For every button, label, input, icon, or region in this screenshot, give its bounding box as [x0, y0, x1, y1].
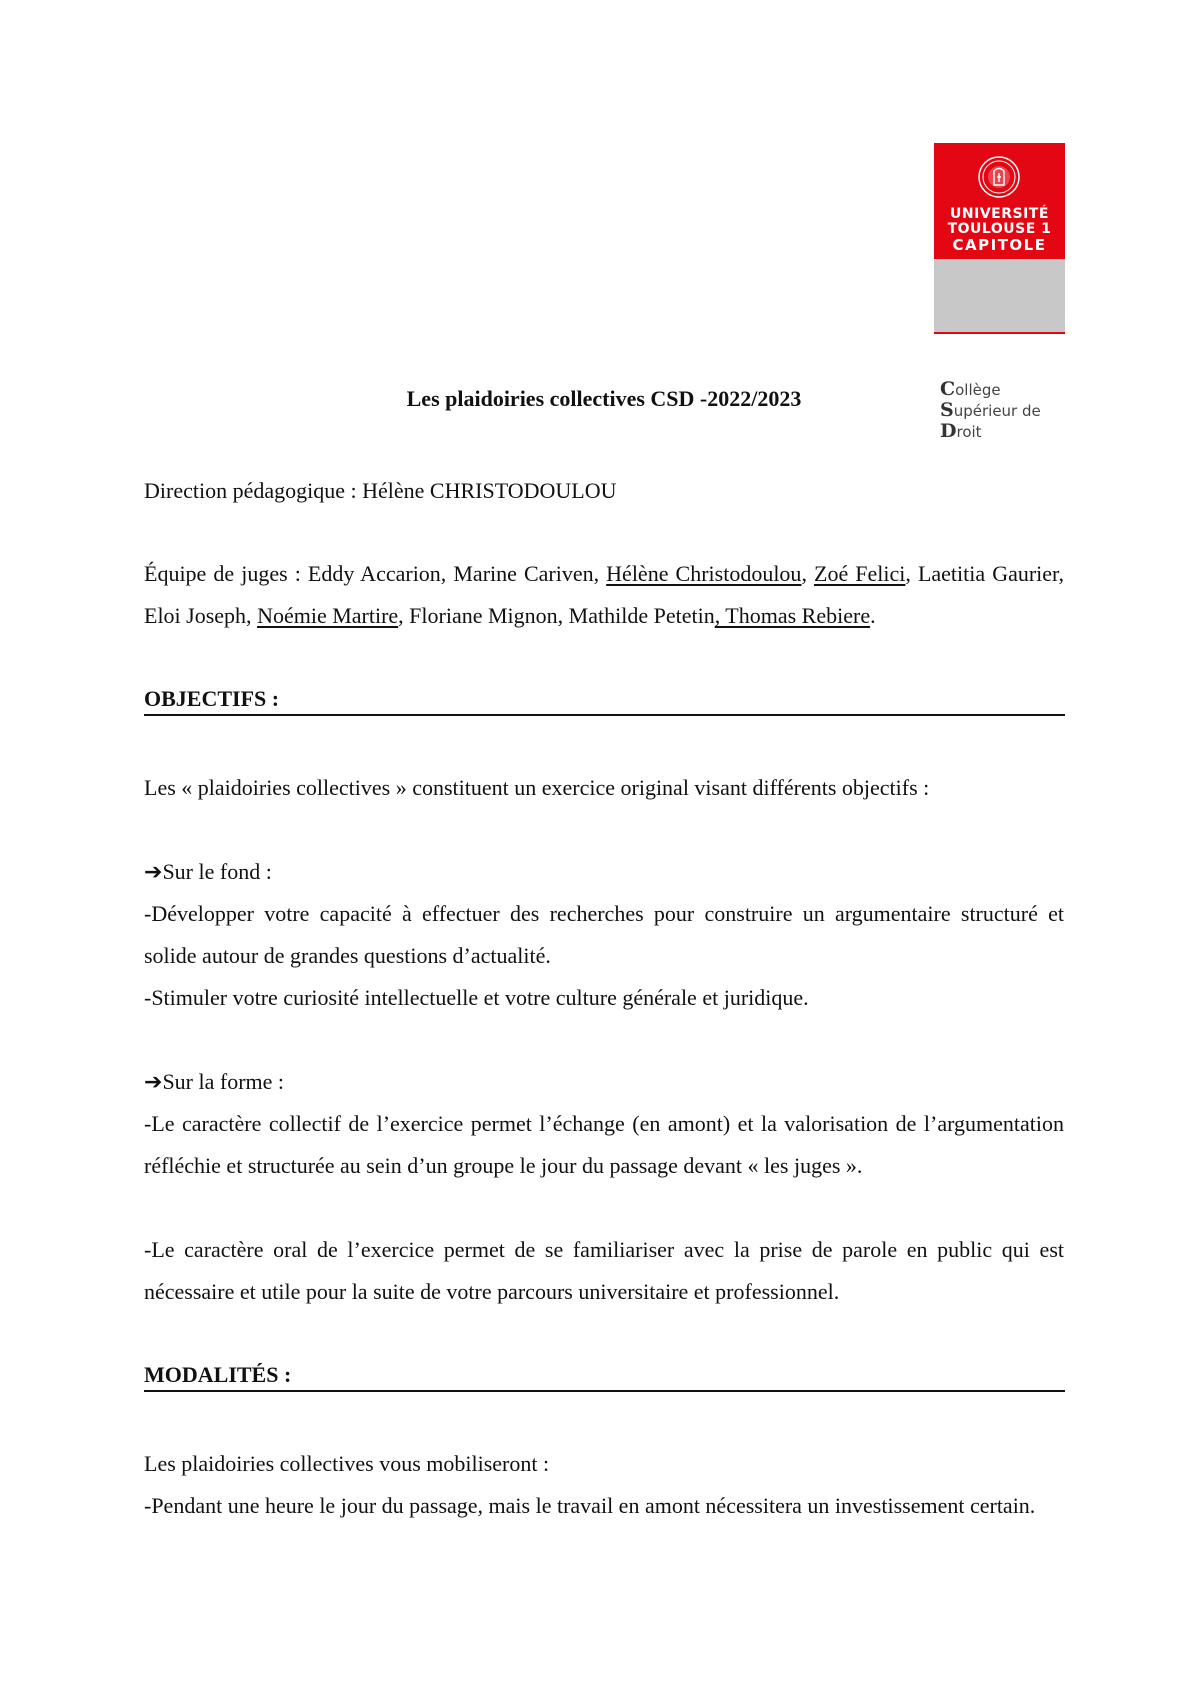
judge-name-christodoulou: Hélène Christodoulou: [606, 561, 802, 586]
modalites-item-1: -Pendant une heure le jour du passage, mais le travail en amont nécessitera un investissement certain.: [144, 1493, 1036, 1518]
objectifs-heading: OBJECTIFS :: [144, 684, 1065, 716]
judges-end: .: [870, 603, 876, 628]
modalites-intro: Les plaidoiries collectives vous mobiliseront :: [144, 1451, 550, 1476]
logo-college-initial-3: D: [940, 420, 957, 442]
logo-college-initial-1: C: [940, 378, 956, 400]
judge-name-rebiere: , Thomas Rebiere: [714, 603, 871, 628]
forme-label-line: [144, 1061, 1064, 1103]
judge-name-martire: Noémie Martire: [257, 603, 399, 628]
logo-college-word-2: upérieur de: [953, 402, 1041, 420]
fond-item-1: -Développer votre capacité à effectuer des recherches pour construire un argumentaire structuré et solide autour de grandes questions d’actualité.: [144, 901, 1064, 968]
logo-college-word-3: roit: [956, 423, 982, 441]
judges-sep: ,: [801, 561, 815, 586]
judges-mid2: , Floriane Mignon, Mathilde Petetin: [398, 603, 715, 628]
logo-university-line3: CAPITOLE: [952, 236, 1047, 254]
logo-red-panel: [934, 143, 1065, 259]
logo-college-line3: [940, 421, 982, 442]
direction-paragraph: Direction pédagogique : Hélène CHRISTODOULOU: [144, 478, 617, 503]
logo-grey-panel: [934, 259, 1065, 442]
judges-paragraph: [144, 553, 1064, 637]
logo-college-initial-2: S: [940, 399, 954, 421]
judge-name-felici: Zoé Felici: [814, 561, 906, 586]
logo-college-word-1: ollège: [955, 381, 1001, 399]
logo-university-line1: UNIVERSITÉ: [950, 206, 1049, 222]
arrow-right-icon: ➔: [144, 859, 163, 884]
judges-mid: , Laetitia Gaurier, Eloi Joseph,: [144, 561, 1065, 628]
logo-university-line2: TOULOUSE 1: [947, 221, 1052, 237]
arrow-right-icon: ➔: [144, 1069, 163, 1094]
modalites-heading: MODALITÉS :: [144, 1360, 1065, 1392]
forme-item-1: -Le caractère collectif de l’exercice permet l’échange (en amont) et la valorisation de l’argumentation réfléchie et structurée au sein d’un groupe le jour du passage devant « les juges ».: [144, 1111, 1064, 1178]
university-seal-icon: [977, 155, 1021, 199]
forme-item-2: -Le caractère oral de l’exercice permet de se familiariser avec la prise de parole en public qui est nécessaire et utile pour la suite de votre parcours universitaire et professionnel.: [144, 1237, 1064, 1304]
objectifs-intro: Les « plaidoiries collectives » constituent un exercice original visant différents objectifs :: [144, 775, 930, 800]
fond-label: Sur le fond :: [162, 859, 272, 884]
university-logo: [934, 143, 1065, 442]
fond-label-line: [144, 851, 1064, 893]
forme-label: Sur la forme :: [162, 1069, 285, 1094]
document-title: Les plaidoiries collectives CSD -2022/2023: [406, 386, 802, 411]
judges-intro: Équipe de juges : Eddy Accarion, Marine Cariven,: [144, 561, 607, 586]
fond-item-2: -Stimuler votre curiosité intellectuelle et votre culture générale et juridique.: [144, 985, 809, 1010]
